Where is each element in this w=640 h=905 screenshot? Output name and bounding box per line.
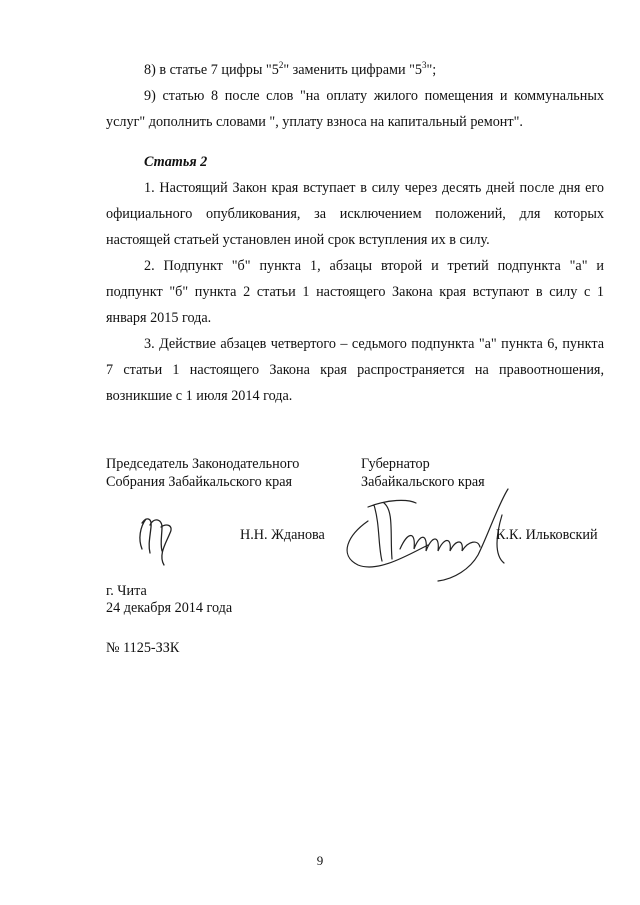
article-paragraph-1: 1. Настоящий Закон края вступает в силу через десять дней после дня его официального опубликования, за исключением положений, для которых настоящей статьей установлен иной срок вступления их в силу. [106,180,604,248]
article-paragraph-2: 2. Подпункт "б" пункта 1, абзацы второй и третий подпункта "а" и подпункт "б" пункта 2 статьи 1 настоящего Закона края вступают в силу с 1 января 2015 года. [106,258,604,326]
list-item-8: 8) в статье 7 цифры "$5^2$" заменить цифрами "$5^3$"; [144,60,437,78]
chairman-signature-icon [136,513,180,567]
signing-place-date [106,583,232,617]
document-body [106,57,604,409]
chairman-name: Н.Н. Жданова [240,527,325,543]
chairman-title: Председатель Законодательного Собрания Забайкальского края [106,456,300,490]
article-paragraph-3: 3. Действие абзацев четвертого – седьмого подпункта "а" пункта 6, пункта 7 статьи 1 настоящего Закона края распространяется на правоотношения, возникшие с 1 июля 2014 года. [106,336,604,404]
article-heading: Статья 2 [144,154,208,170]
document-number: № 1125-ЗЗК [106,640,180,656]
governor-name: К.К. Ильковский [496,527,598,543]
signing-city: г. Чита [106,583,147,599]
signature-block [106,455,606,575]
governor-title: Губернатор Забайкальского края [361,456,485,490]
page-number: 9 [316,853,324,868]
signing-date: 24 декабря 2014 года [106,600,233,616]
list-item-9: 9) статью 8 после слов "на оплату жилого помещения и коммунальных услуг" дополнить словами ", уплату взноса на капитальный ремонт". [106,88,604,130]
